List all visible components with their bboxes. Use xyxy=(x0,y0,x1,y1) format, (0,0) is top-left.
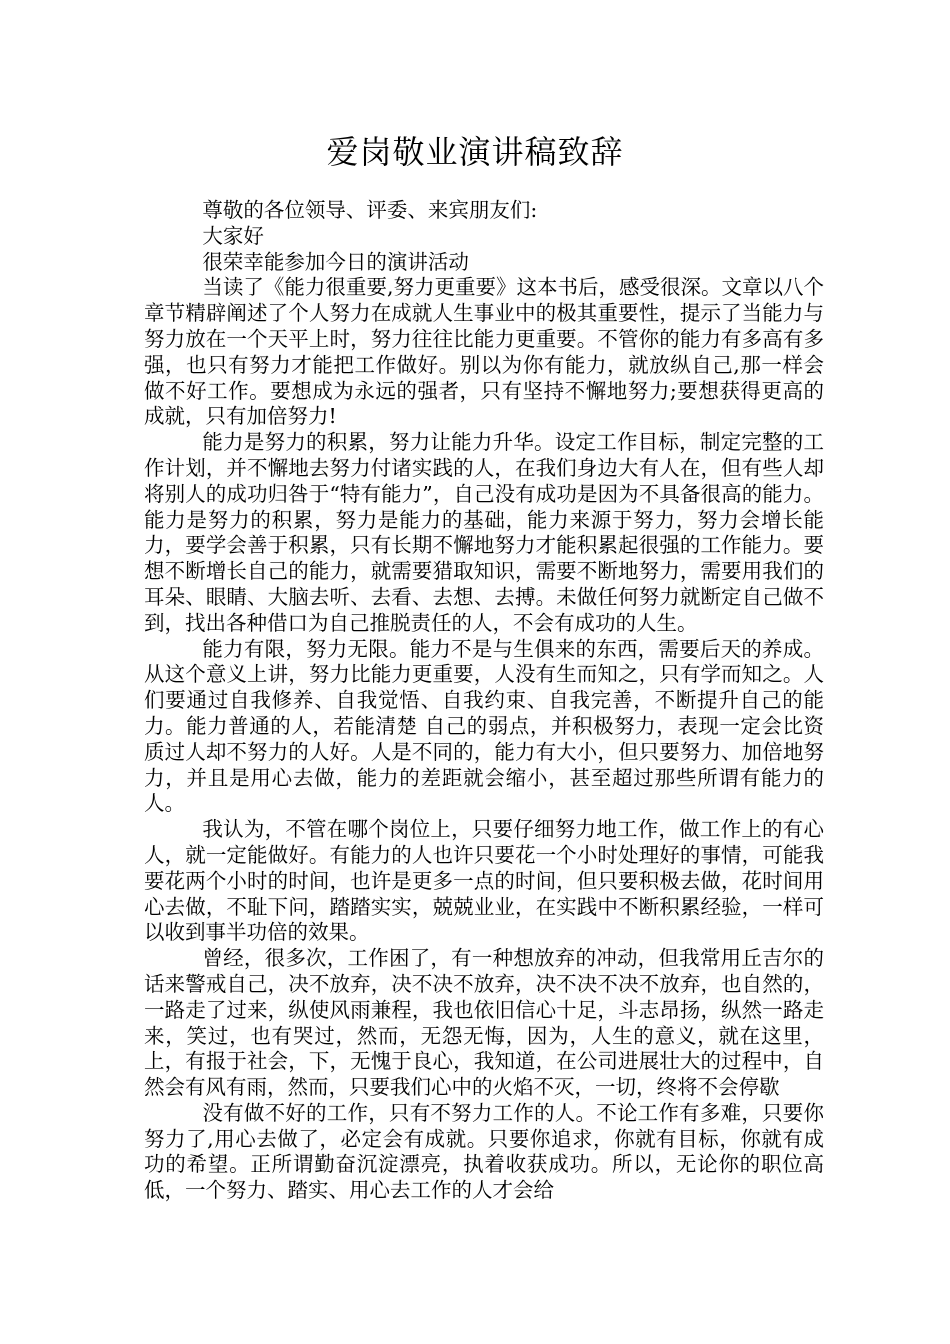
paragraph-5: 曾经，很多次，工作困了，有一种想放弃的冲动，但我常用丘吉尔的话来警戒自己，决不放弃，决不决不放弃，决不决不决不放弃，也自然的，一路走了过来，纵使风雨兼程，我也依旧信心十足，斗志昂扬，纵然一路走来，笑过，也有哭过，然而，无怨无悔，因为，人生的意义，就在这里，上，有报于社会，下，无愧于良心，我知道，在公司进展壮大的过程中，自然会有风有雨，然而，只要我们心中的火焰不灭，一切，终将不会停歇 xyxy=(144,946,824,1100)
paragraph-1: 当读了《能力很重要,努力更重要》这本书后，感受很深。文章以八个章节精辟阐述了个人努力在成就人生事业中的极其重要性，提示了当能力与努力放在一个天平上时，努力往往比能力更重要。不管你的能力有多高有多强，也只有努力才能把工作做好。别以为你有能力，就放纵自己,那一样会做不好工作。要想成为永远的强者，只有坚持不懈地努力;要想获得更高的成就，只有加倍努力! xyxy=(144,275,824,429)
document-body xyxy=(144,198,824,1204)
paragraph-2: 能力是努力的积累，努力让能力升华。设定工作目标，制定完整的工作计划，并不懈地去努力付诸实践的人，在我们身边大有人在，但有些人却将别人的成功归咎于“特有能力”，自己没有成功是因为不具备很高的能力。能力是努力的积累，努力是能力的基础，能力来源于努力，努力会增长能力，要学会善于积累，只有长期不懈地努力才能积累起很强的工作能力。要想不断增长自己的能力，就需要猎取知识，需要不断地努力，需要用我们的耳朵、眼睛、大脑去听、去看、去想、去搏。未做任何努力就断定自己做不到，找出各种借口为自己推脱责任的人，不会有成功的人生。 xyxy=(144,430,824,635)
intro-line: 很荣幸能参加今日的演讲活动 xyxy=(202,249,469,274)
greeting-line: 大家好 xyxy=(202,223,264,248)
paragraph-6: 没有做不好的工作，只有不努力工作的人。不论工作有多难，只要你努力了,用心去做了，必定会有成就。只要你追求，你就有目标，你就有成功的希望。正所谓勤奋沉淀漂亮，执着收获成功。所以，无论你的职位高低，一个努力、踏实、用心去工作的人才会给 xyxy=(144,1100,824,1203)
page-title: 爱岗敬业演讲稿致辞 xyxy=(326,133,624,171)
paragraph-3: 能力有限，努力无限。能力不是与生俱来的东西，需要后天的养成。从这个意义上讲，努力比能力更重要，人没有生而知之，只有学而知之。人们要通过自我修养、自我觉悟、自我约束、自我完善，不断提升自己的能力。能力普通的人，若能清楚 自己的弱点，并积极努力，表现一定会比资质过人却不努力的人好。人是不同的，能力有大小，但只要努力、加倍地努力，并且是用心去做，能力的差距就会缩小，甚至超过那些所谓有能力的人。 xyxy=(144,636,824,816)
salutation-line: 尊敬的各位领导、评委、来宾朋友们: xyxy=(202,198,538,222)
paragraph-4: 我认为，不管在哪个岗位上，只要仔细努力地工作，做工作上的有心人，就一定能做好。有能力的人也许只要花一个小时处理好的事情，可能我要花两个小时的时间，也许是更多一点的时间，但只要积极去做，花时间用心去做，不耻下问，踏踏实实，兢兢业业，在实践中不断积累经验，一样可以收到事半功倍的效果。 xyxy=(144,817,824,945)
